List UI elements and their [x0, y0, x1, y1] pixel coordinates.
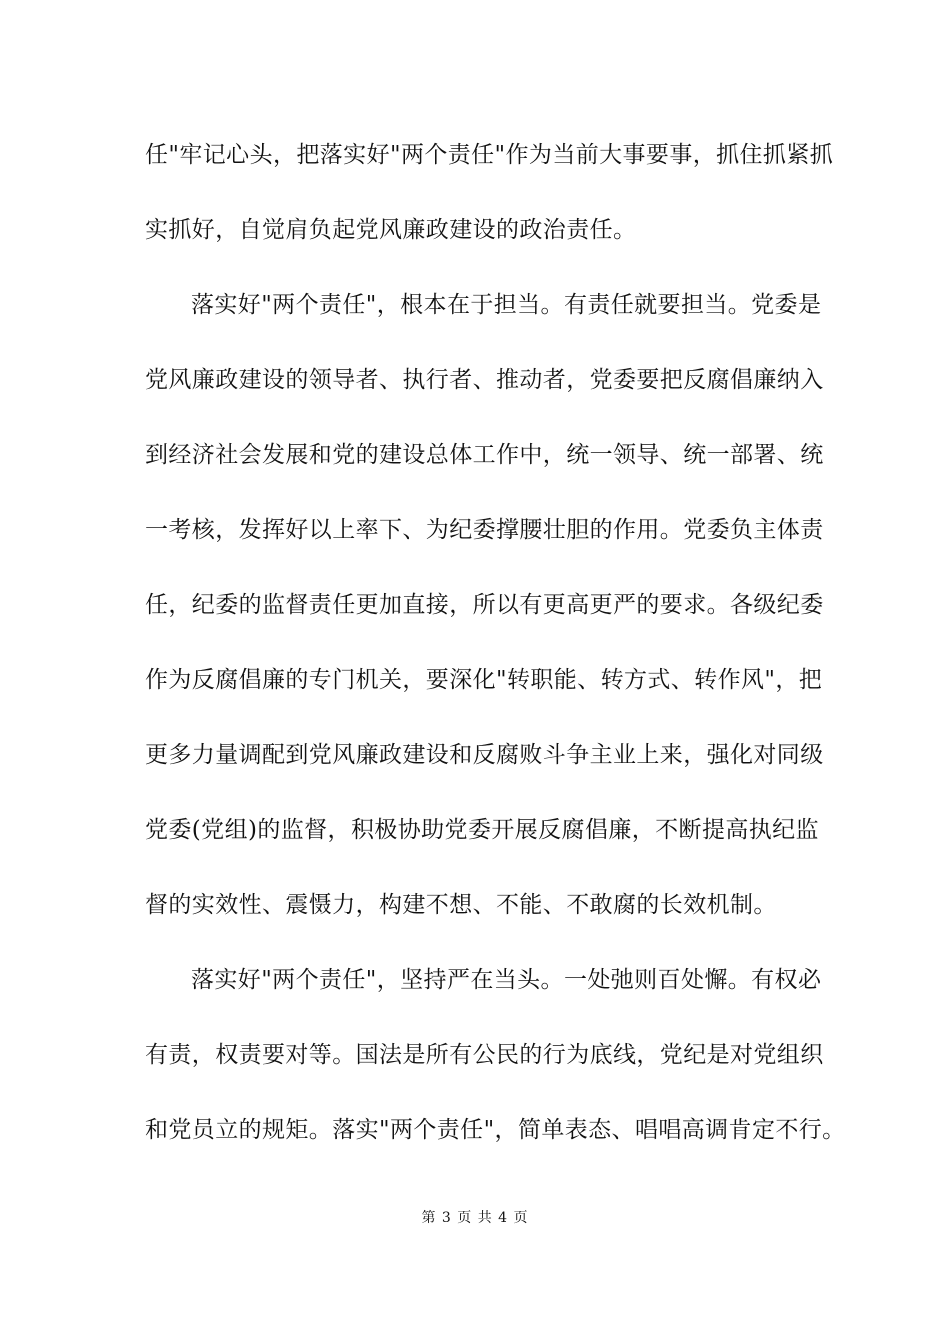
text-line: 党风廉政建设的领导者、执行者、推动者，党委要把反腐倡廉纳入 [145, 367, 824, 393]
text-line: 任"牢记心头，把落实好"两个责任"作为当前大事要事，抓住抓紧抓 [145, 142, 834, 168]
page-number-footer: 第 3 页 共 4 页 [421, 1210, 529, 1226]
text-line: 和党员立的规矩。落实"两个责任"，简单表态、唱唱高调肯定不行。 [145, 1117, 846, 1143]
text-line: 作为反腐倡廉的专门机关，要深化"转职能、转方式、转作风"，把 [145, 667, 823, 693]
text-line: 更多力量调配到党风廉政建设和反腐败斗争主业上来，强化对同级 [145, 742, 824, 768]
text-line: 督的实效性、震慑力，构建不想、不能、不敢腐的长效机制。 [145, 892, 777, 918]
text-line: 到经济社会发展和党的建设总体工作中，统一领导、统一部署、统 [145, 442, 824, 468]
paragraph-first-line: 落实好"两个责任"，坚持严在当头。一处弛则百处懈。有权必 [191, 967, 822, 993]
text-line: 一考核，发挥好以上率下、为纪委撑腰壮胆的作用。党委负主体责 [145, 517, 824, 543]
paragraph-first-line: 落实好"两个责任"，根本在于担当。有责任就要担当。党委是 [191, 292, 822, 318]
text-line: 党委(党组)的监督，积极协助党委开展反腐倡廉，不断提高执纪监 [145, 817, 819, 843]
text-line: 任，纪委的监督责任更加直接，所以有更高更严的要求。各级纪委 [145, 592, 824, 618]
text-line: 有责，权责要对等。国法是所有公民的行为底线，党纪是对党组织 [145, 1042, 824, 1068]
text-line: 实抓好，自觉肩负起党风廉政建设的政治责任。 [145, 217, 637, 243]
